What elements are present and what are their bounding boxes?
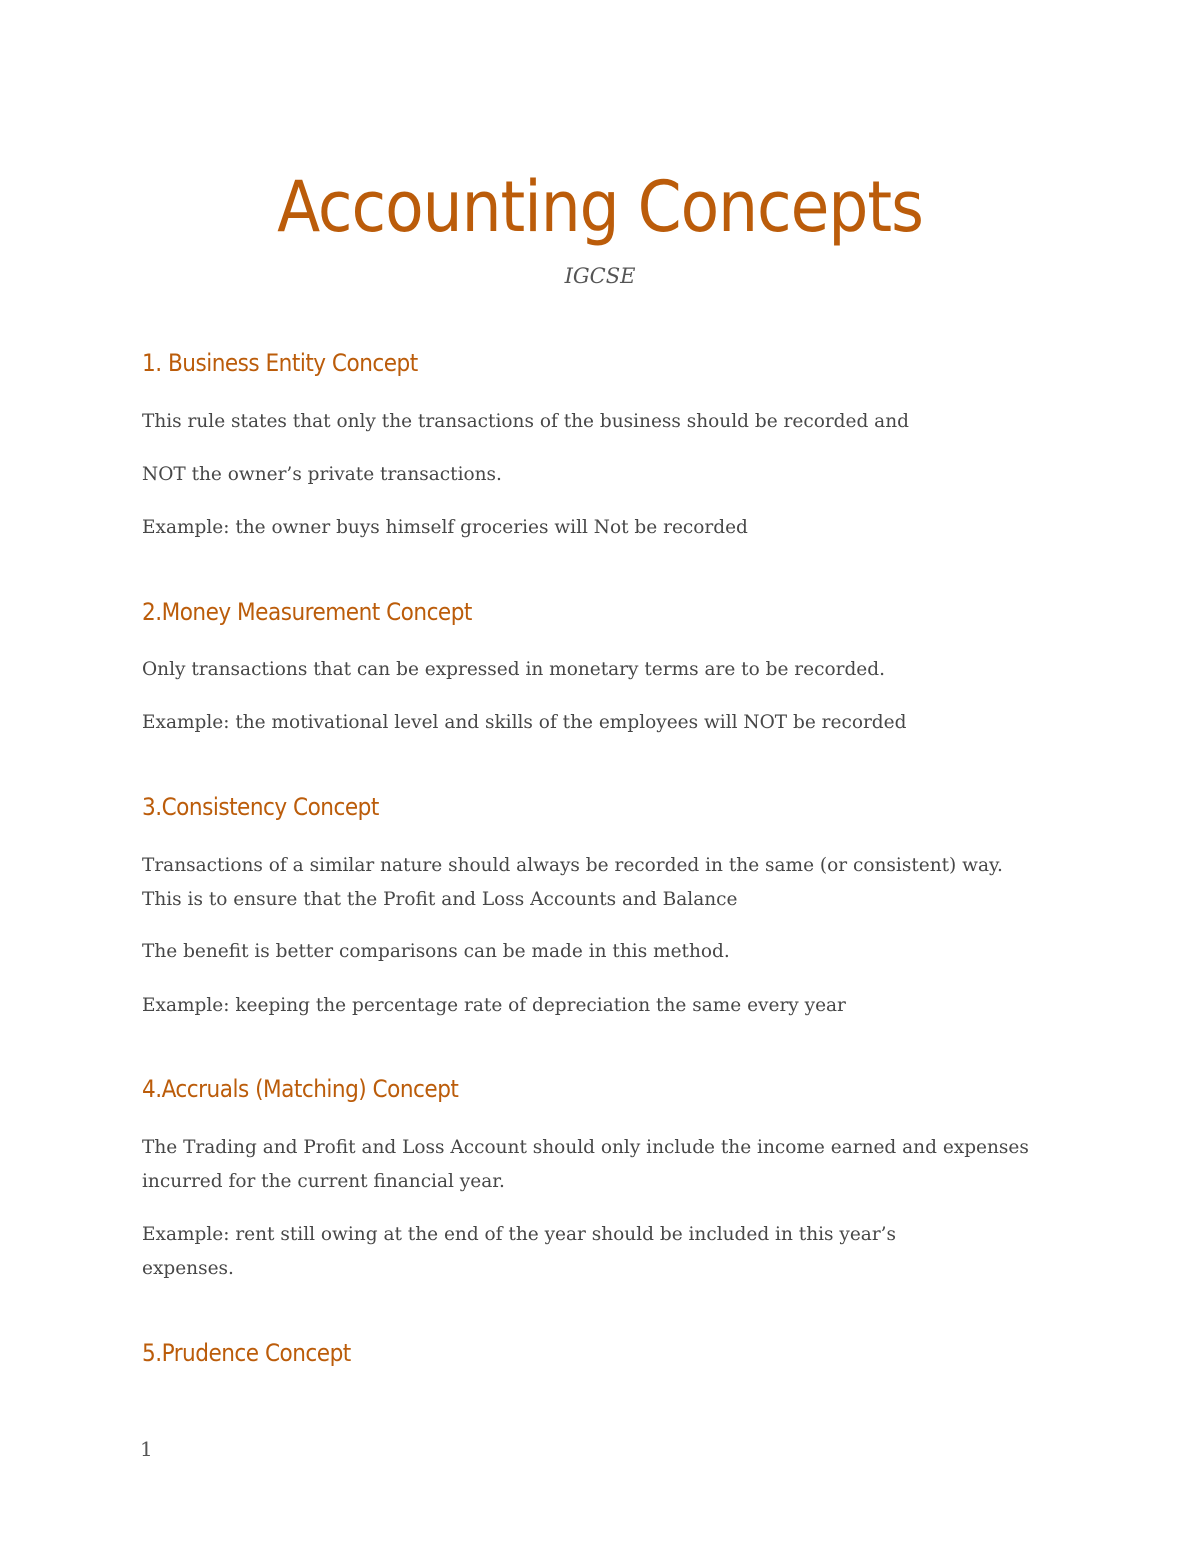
- section-3-paragraph-3: Example: keeping the percentage rate of depreciation the same every year: [142, 995, 846, 1016]
- section-heading-consistency: 3.Consistency Concept: [142, 793, 379, 821]
- page-number: 1: [140, 1437, 153, 1461]
- section-3-paragraph-2: The benefit is better comparisons can be made in this method.: [142, 941, 730, 962]
- section-1-paragraph-3: Example: the owner buys himself groceries will Not be recorded: [142, 517, 748, 538]
- section-4-paragraph-2: Example: rent still owing at the end of the year should be included in this year’s expenses.: [142, 1224, 897, 1279]
- section-4-paragraph-1: The Trading and Profit and Loss Account should only include the income earned and expenses incurred for the current financial year.: [142, 1137, 1029, 1192]
- document-title: Accounting Concepts: [277, 166, 923, 248]
- section-1-paragraph-1: This rule states that only the transactions of the business should be recorded and: [142, 411, 909, 432]
- section-3-paragraph-1: Transactions of a similar nature should always be recorded in the same (or consistent) way. This is to ensure that the Profit and Loss Accounts and Balance: [142, 855, 1003, 910]
- section-heading-accruals: 4.Accruals (Matching) Concept: [142, 1075, 459, 1103]
- section-2-paragraph-2: Example: the motivational level and skills of the employees will NOT be recorded: [142, 712, 907, 733]
- section-heading-prudence: 5.Prudence Concept: [142, 1339, 351, 1367]
- document-subtitle: IGCSE: [564, 264, 636, 288]
- section-heading-money-measurement: 2.Money Measurement Concept: [142, 598, 472, 626]
- section-heading-business-entity: 1. Business Entity Concept: [142, 349, 418, 377]
- section-1-paragraph-2: NOT the owner’s private transactions.: [142, 464, 502, 485]
- section-2-paragraph-1: Only transactions that can be expressed in monetary terms are to be recorded.: [142, 659, 885, 680]
